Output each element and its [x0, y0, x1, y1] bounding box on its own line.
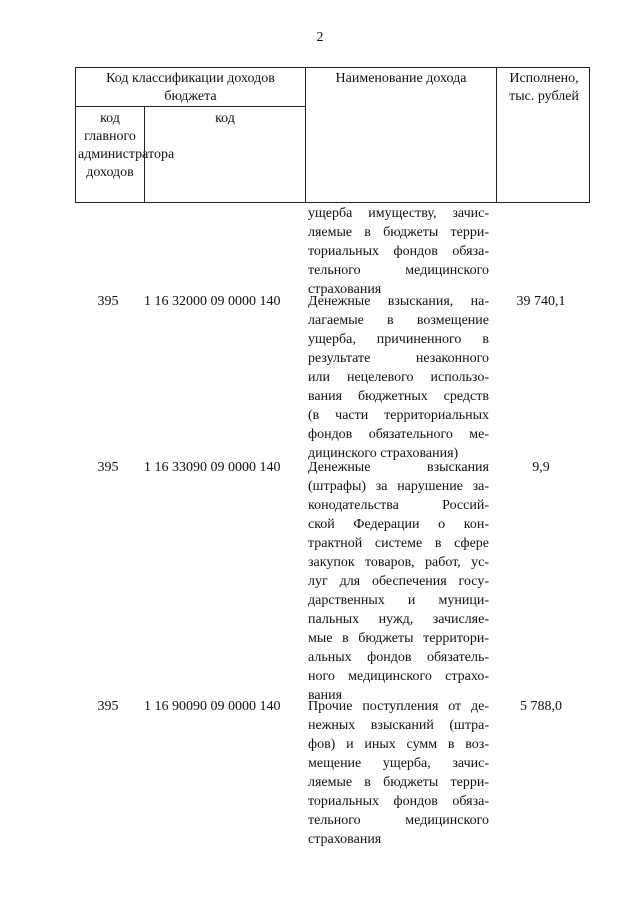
income-name-line: закупок товаров, работ, ус- [308, 555, 489, 570]
income-name-line: фондов обязательного ме- [308, 427, 489, 442]
admin-code-cell: 395 [97, 699, 119, 714]
income-name-line: ториальных фондов обяза- [308, 244, 489, 259]
header-income-name: Наименование дохода [335, 71, 467, 86]
income-name-line: вания бюджетных средств [308, 389, 489, 404]
income-name-line: мые в бюджеты территори- [308, 631, 489, 646]
income-name-line: тельного медицинского [308, 813, 489, 828]
header-classification-code: Код классификации доходов бюджета [106, 71, 275, 104]
income-name-line: нежных взысканий (штра- [308, 718, 489, 733]
income-name-line: мещение ущерба, зачис- [308, 756, 489, 771]
income-name-line: лагаемые в возмещение [308, 313, 489, 328]
income-name-line: дицинского страхования) [308, 446, 459, 461]
income-name-line: трактной системе в сфере [308, 536, 489, 551]
income-name-cell [308, 204, 489, 299]
income-name-cell [308, 458, 489, 705]
income-name-line: ториальных фондов обяза- [308, 794, 489, 809]
income-name-line: тельного медицинского [308, 263, 489, 278]
income-name-line: луг для обеспечения госу- [308, 574, 489, 589]
admin-code-cell: 395 [97, 460, 119, 475]
income-name-line: ской Федерации о кон- [308, 517, 489, 532]
income-name-line: ляемые в бюджеты терри- [308, 775, 489, 790]
income-name-line: Прочие поступления от де- [308, 699, 489, 714]
table-header [75, 67, 590, 203]
header-divider [76, 106, 305, 107]
header-executed: Исполнено, тыс. рублей [509, 71, 579, 104]
header-code: код [215, 111, 235, 126]
income-name-line: вания [308, 688, 343, 703]
code-cell: 1 16 33090 09 0000 140 [144, 460, 281, 475]
header-admin-code: код главного администратора доходов [78, 111, 175, 180]
amount-cell: 5 788,0 [520, 699, 562, 714]
income-name-line: конодательства Россий- [308, 498, 489, 513]
income-name-line: Денежные взыскания, на- [308, 294, 489, 309]
income-name-line: (штрафы) за нарушение за- [308, 479, 489, 494]
code-cell: 1 16 32000 09 0000 140 [144, 294, 281, 309]
income-name-line: Денежные взыскания [308, 460, 489, 475]
income-name-line: фов) и иных сумм в воз- [308, 737, 489, 752]
income-name-line: ущерба имуществу, зачис- [308, 206, 489, 221]
income-name-line: ляемые в бюджеты терри- [308, 225, 489, 240]
code-cell: 1 16 90090 09 0000 140 [144, 699, 281, 714]
admin-code-cell: 395 [97, 294, 119, 309]
page-number: 2 [316, 30, 324, 45]
income-name-line: результате незаконного [308, 351, 489, 366]
income-name-line: пальных нужд, зачисляе- [308, 612, 489, 627]
income-name-line: страхования [308, 282, 382, 297]
income-name-line: (в части территориальных [308, 408, 489, 423]
income-name-cell [308, 292, 489, 463]
income-name-line: дарственных и муници- [308, 593, 489, 608]
income-name-line: ного медицинского страхо- [308, 669, 489, 684]
income-name-cell [308, 697, 489, 849]
income-name-line: или нецелевого использо- [308, 370, 489, 385]
income-name-line: альных фондов обязатель- [308, 650, 489, 665]
header-divider [496, 68, 497, 202]
income-name-line: ущерба, причиненного в [308, 332, 489, 347]
header-divider [305, 68, 306, 202]
amount-cell: 39 740,1 [516, 294, 566, 309]
income-name-line: страхования [308, 832, 382, 847]
amount-cell: 9,9 [532, 460, 550, 475]
